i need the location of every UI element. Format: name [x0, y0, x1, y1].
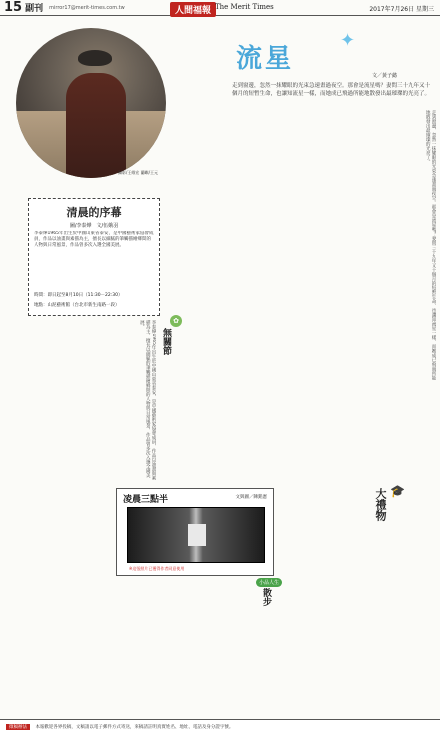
- photo-story: [116, 488, 274, 576]
- article-byline: 文／黃子懿: [372, 73, 398, 79]
- feature-badge: 小品人生: [256, 578, 282, 587]
- book-info-card: [28, 198, 160, 316]
- article-title: 流星: [236, 44, 295, 74]
- event-location: 地點：山泥藝術館（台北市新生南路一段）: [34, 303, 120, 308]
- issue-date: 2017年7月26日 星期三: [369, 6, 434, 13]
- book-title: 清晨的序幕: [66, 206, 122, 219]
- article-body-columns: 走到窗邊，忽然一抹耀眼的光束急速畫過夜空。那會是流星嗎？妻問三十九年又十個月的短暫生命，也讓知流星一樣，而她成已飛過所能地散發出最璀璨的光亮了。: [425, 110, 436, 380]
- shooting-star-icon: ✦: [340, 30, 356, 51]
- gift-story-title: 大禮物: [374, 488, 387, 521]
- newspaper-logo-english: The Merit Times: [215, 3, 274, 11]
- photo-story-author: 文與圖／陳銘憲: [235, 495, 267, 500]
- leaf-icon: ✿: [170, 315, 182, 327]
- newspaper-logo: 人間福報: [170, 2, 216, 17]
- left-story-columns: 李泰燁1965年出生於中國山東省泰安，是中國藝術家協會成員，作品以油畫與素描為主，擅長以細膩的筆觸描繪鄉間的人物與日常風景，作品曾多次入選全國美展。: [139, 320, 156, 480]
- footer-badge: 徵稿辦法: [6, 724, 30, 730]
- section-name: 副刊: [25, 4, 44, 14]
- tunnel-photo: [127, 507, 265, 563]
- portrait-photo: [16, 28, 166, 178]
- small-story-title: 無關節: [161, 328, 171, 355]
- article-lede: 走到窗邊，忽然一抹耀眼的光束急速畫過夜空。那會是流星嗎？妻問三十九年又十個月的短暫生命，也讓知流星一樣，而她成已飛過所能地散發出最璀璨的光亮了。: [232, 83, 431, 97]
- event-time: 時間：即日起至8月10日（11:30－22:30）: [34, 293, 123, 298]
- photo-credit: 攝影/王維宏 蘭嶼/王元: [118, 170, 158, 175]
- footer-text: 本報歡迎各界投稿，文稿請以電子郵件方式寄送，來稿請註明真實姓名、地址、電話及身分證字號。: [35, 725, 234, 730]
- photo-story-title: 凌晨三點半: [123, 495, 169, 505]
- contact-email: mirror17@merit-times.com.tw: [49, 4, 125, 11]
- photo-caption: ※這張照片已獲得作者同意使用: [129, 566, 185, 571]
- hat-icon: [78, 50, 112, 66]
- book-author: 圖/李泰燁 文/伍娥羽: [69, 223, 119, 229]
- walk-story-title: 散步: [261, 588, 271, 606]
- page-footer: [0, 719, 440, 735]
- graduation-cap-icon: 🎓: [390, 484, 405, 498]
- page-number: 15: [4, 0, 23, 15]
- book-description: 李泰燁1965年出生於中國山東省泰安，是中國藝術家協會成員，作品以油畫與素描為主，擅長以細膩的筆觸描繪鄉間的人物與日常風景，作品曾多次入選全國美展。: [34, 231, 154, 248]
